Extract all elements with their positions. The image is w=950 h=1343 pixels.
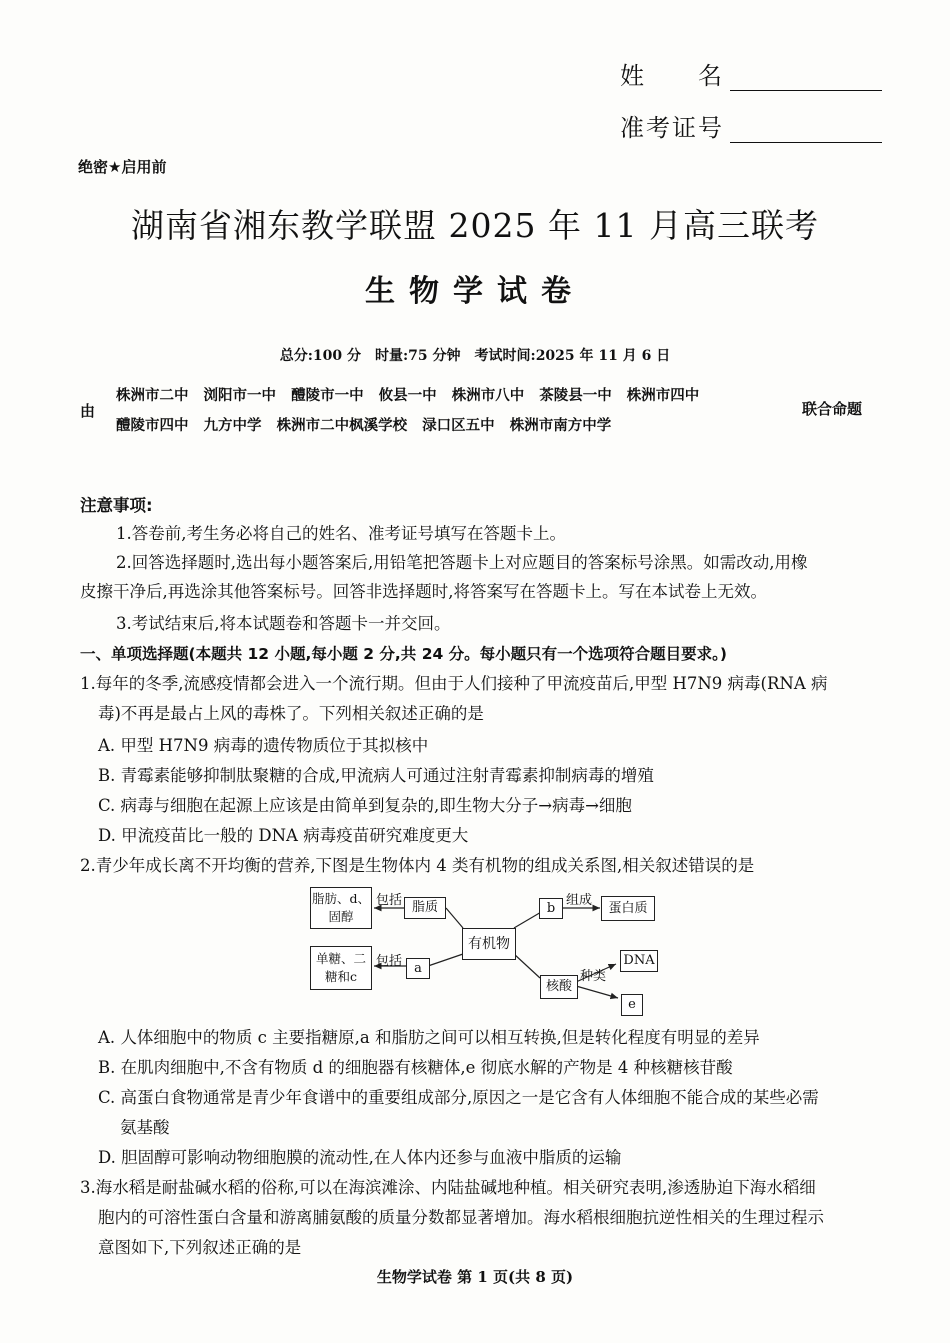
q3-stem-line-1: 3.海水稻是耐盐碱水稻的俗称,可以在海滨滩涂、内陆盐碱地种植。相关研究表明,渗透胁迫下海水稻细 [80, 1178, 816, 1197]
link-nucleic [514, 954, 540, 978]
protein-box: 蛋白质 [601, 896, 655, 921]
q2-option-c-line-2: 氨基酸 [120, 1118, 170, 1137]
exam-number-blank [730, 116, 882, 143]
notes-heading: 注意事项: [80, 496, 153, 515]
q3-stem-line-3: 意图如下,下列叙述正确的是 [98, 1238, 302, 1257]
q1-option-b: B. 青霉素能够抑制肽聚糖的合成,甲流病人可通过注射青霉素抑制病毒的增殖 [98, 766, 654, 785]
q1-stem-line-1: 1.每年的冬季,流感疫情都会进入一个流行期。但由于人们接种了甲流疫苗后,甲型 H7N9 病毒(RNA 病 [80, 674, 828, 693]
q1-option-a: A. 甲型 H7N9 病毒的遗传物质位于其拟核中 [98, 736, 429, 755]
q1-stem-line-2: 毒)不再是最占上风的毒株了。下列相关叙述正确的是 [98, 704, 484, 723]
page-footer: 生物学试卷 第 1 页(共 8 页) [376, 1268, 574, 1286]
link-a [428, 954, 463, 966]
q3-stem-line-2: 胞内的可溶性蛋白含量和游离脯氨酸的质量分数都显著增加。海水稻根细胞抗逆性相关的生理过程示 [98, 1208, 824, 1227]
center-box: 有机物 [462, 928, 516, 960]
authors-line-2: 醴陵市四中 九方中学 株洲市二中枫溪学校 渌口区五中 株洲市南方中学 [116, 417, 612, 434]
authors-suffix: 联合命题 [802, 400, 863, 418]
name-label: 姓 名 [620, 62, 724, 90]
a-box: a [406, 958, 430, 979]
name-blank [730, 64, 882, 91]
dna-box: DNA [620, 950, 658, 972]
section-heading: 一、单项选择题(本题共 12 小题,每小题 2 分,共 24 分。每小题只有一个选项符合题目要求。) [80, 645, 727, 663]
authors-line-1: 株洲市二中 浏阳市一中 醴陵市一中 攸县一中 株洲市八中 茶陵县一中 株洲市四中 [116, 387, 700, 404]
lipid-box: 脂质 [404, 897, 446, 919]
note-2-line-2: 皮擦干净后,再选涂其他答案标号。回答非选择题时,将答案写在答题卡上。写在本试卷上无效。 [80, 582, 767, 601]
exam-number-field [620, 108, 882, 143]
a-relation-label: 包括 [376, 954, 403, 969]
note-3: 3.考试结束后,将本试题卷和答题卡一并交回。 [116, 614, 451, 633]
note-1: 1.答卷前,考生务必将自己的姓名、准考证号填写在答题卡上。 [116, 524, 566, 543]
name-field [620, 56, 882, 91]
sugars-box: 单糖、二糖和c [310, 946, 372, 990]
lipid-relation-label: 包括 [376, 893, 403, 908]
b-relation-label: 组成 [566, 893, 593, 908]
page-title: 湖南省湘东教学联盟 2025 年 11 月高三联考 [131, 206, 819, 245]
link-lipid [446, 908, 463, 928]
b-box: b [539, 898, 563, 919]
note-2-line-1: 2.回答选择题时,选出每小题答案后,用铅笔把答题卡上对应题目的答案标号涂黑。如需改动,用橡 [116, 553, 808, 572]
lipid-parts-box: 脂肪、d、固醇 [310, 887, 372, 929]
nucleic-box: 核酸 [540, 975, 578, 999]
secret-mark: 绝密★启用前 [78, 158, 167, 176]
q1-option-d: D. 甲流疫苗比一般的 DNA 病毒疫苗研究难度更大 [98, 826, 469, 845]
exam-number-label: 准考证号 [620, 114, 724, 142]
kind-relation-label: 种类 [580, 969, 607, 984]
page-subtitle: 生物学试卷 [365, 274, 585, 309]
q2-option-c-line-1: C. 高蛋白食物通常是青少年食谱中的重要组成部分,原因之一是它含有人体细胞不能合成的某些必需 [98, 1088, 819, 1107]
e-box: e [621, 994, 643, 1016]
q2-stem: 2.青少年成长离不开均衡的营养,下图是生物体内 4 类有机物的组成关系图,相关叙述错误的是 [80, 856, 755, 875]
authors-prefix: 由 [80, 402, 96, 420]
arrow-e [576, 986, 618, 998]
q2-option-b: B. 在肌肉细胞中,不含有物质 d 的细胞器有核糖体,e 彻底水解的产物是 4 种核糖核苷酸 [98, 1058, 733, 1077]
q2-option-d: D. 胆固醇可影响动物细胞膜的流动性,在人体内还参与血液中脂质的运输 [98, 1148, 622, 1167]
q1-option-c: C. 病毒与细胞在起源上应该是由简单到复杂的,即生物大分子→病毒→细胞 [98, 796, 632, 815]
q2-option-a: A. 人体细胞中的物质 c 主要指糖原,a 和脂肪之间可以相互转换,但是转化程度有明显的差异 [98, 1028, 760, 1047]
exam-info: 总分:100 分 时量:75 分钟 考试时间:2025 年 11 月 6 日 [279, 348, 671, 364]
